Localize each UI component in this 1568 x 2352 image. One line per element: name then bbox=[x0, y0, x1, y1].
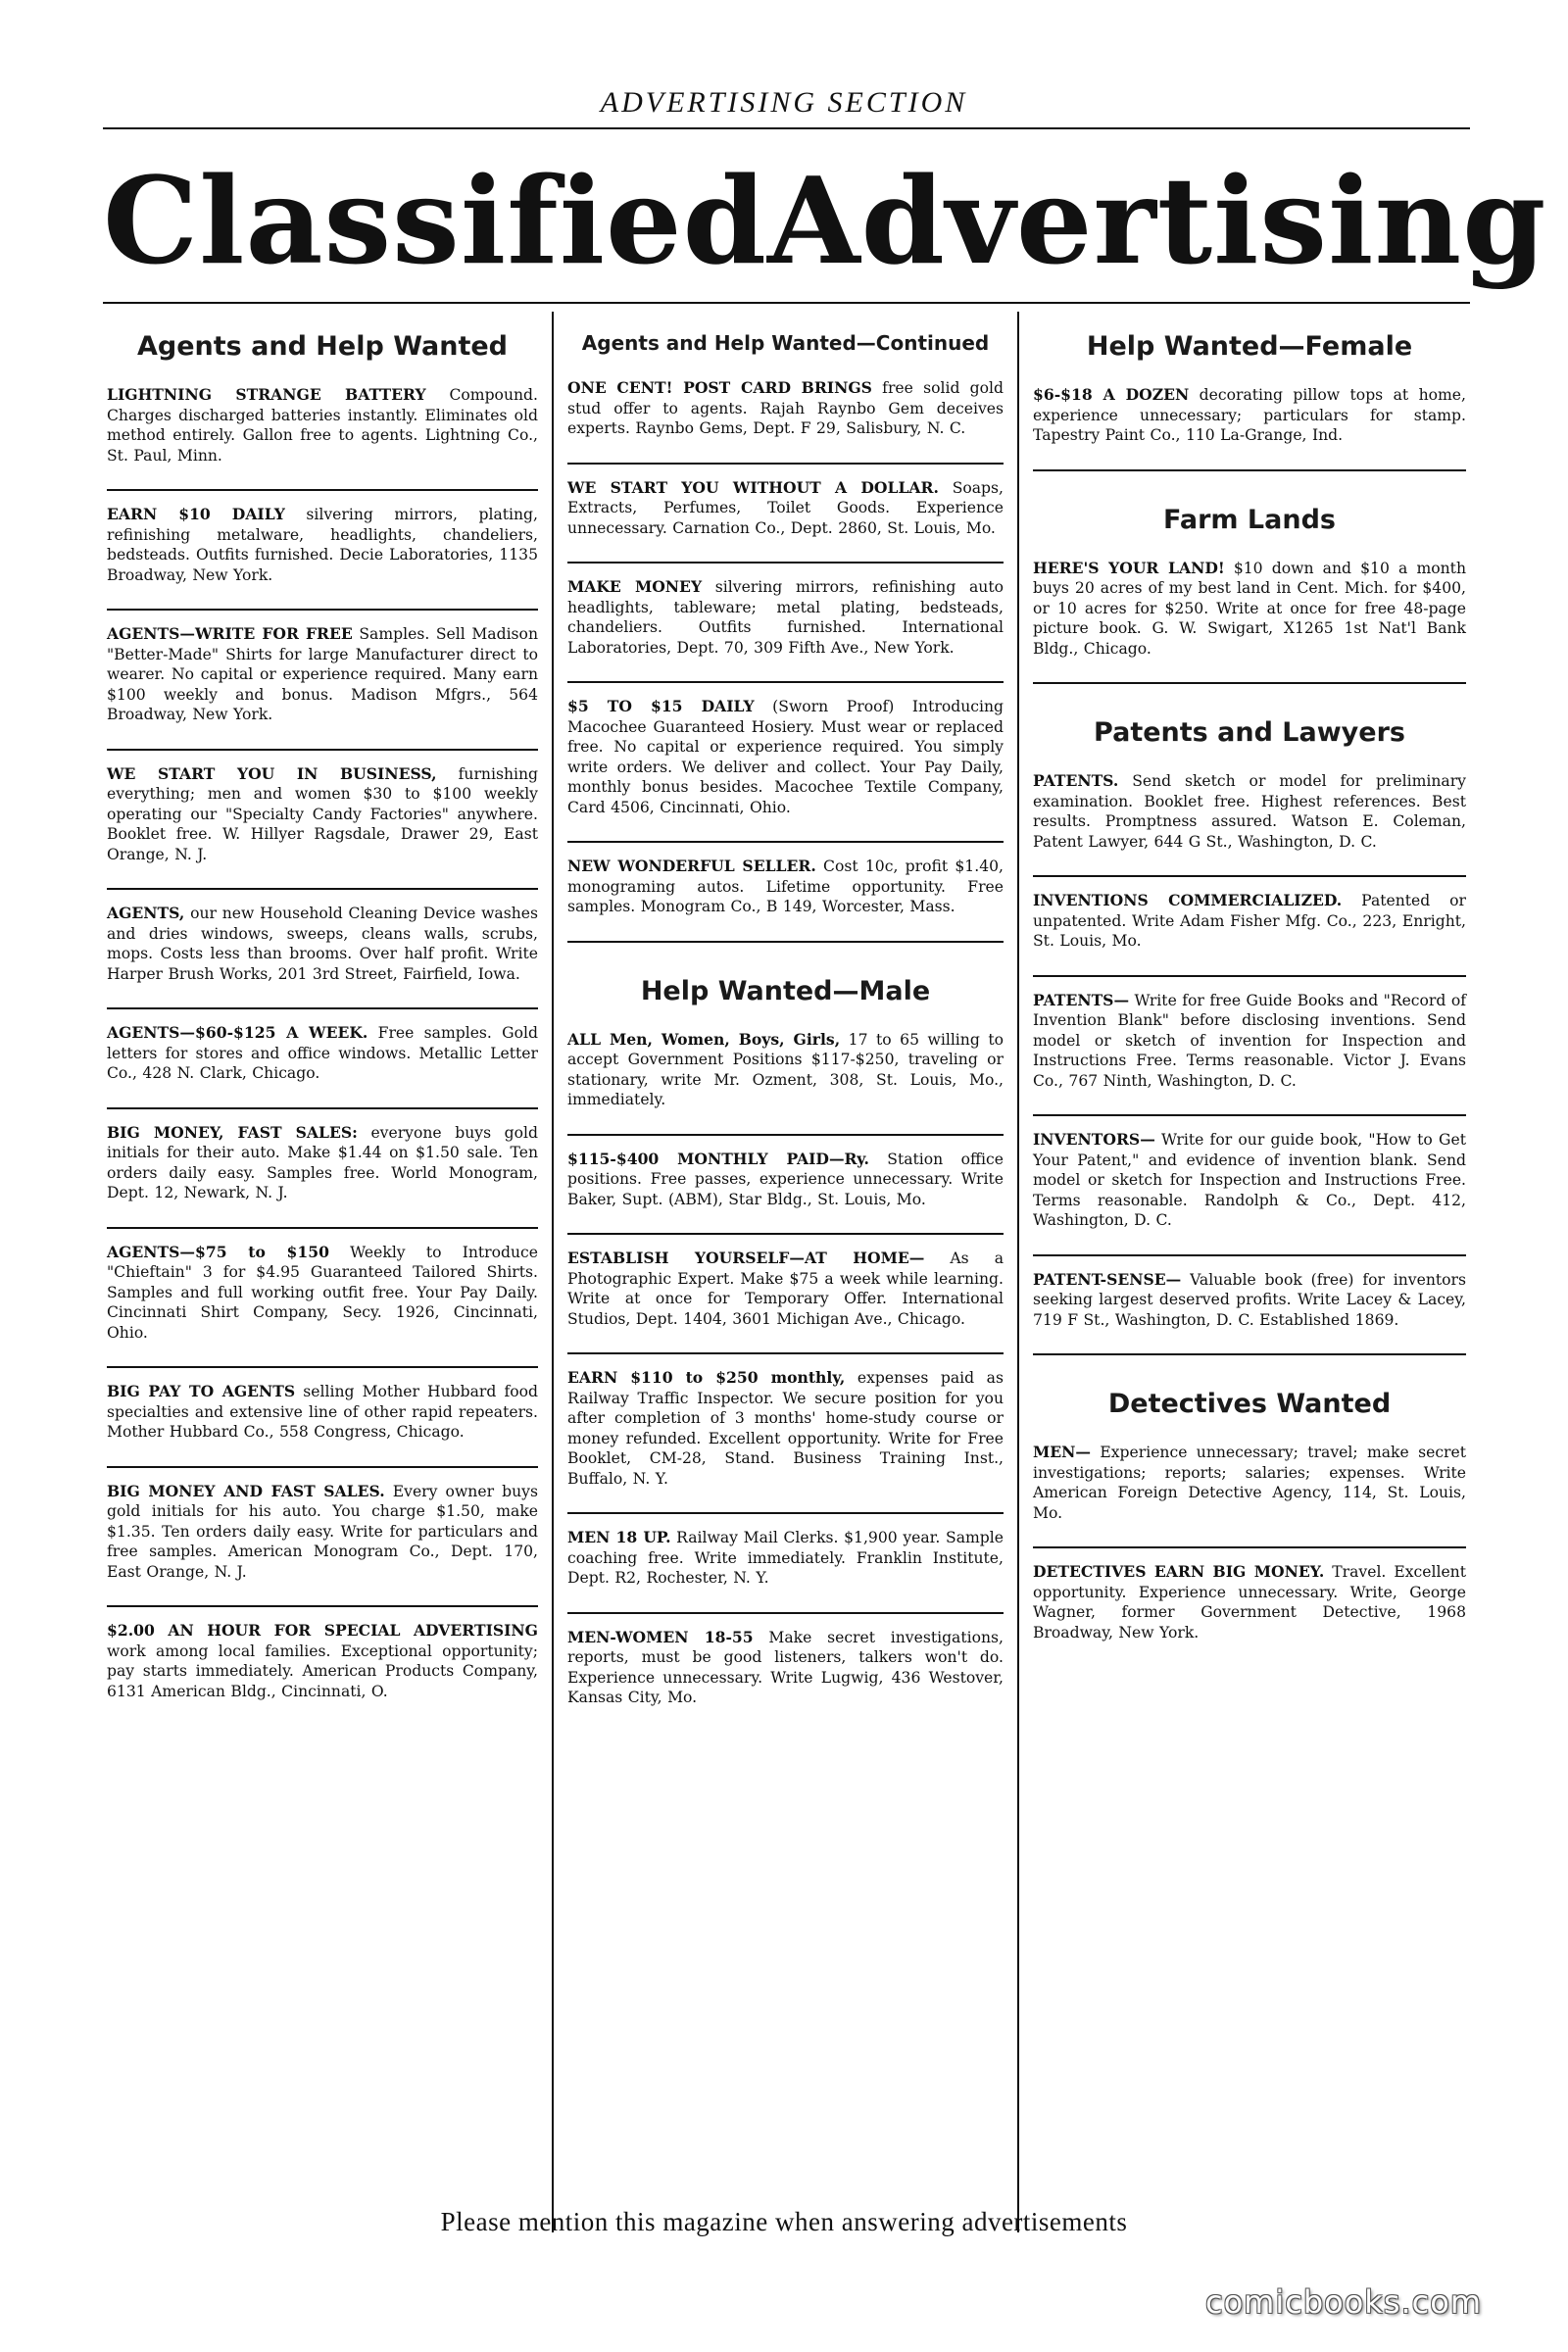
category-heading: Patents and Lawyers bbox=[1094, 717, 1405, 748]
classified-ad bbox=[1033, 1130, 1466, 1256]
ad-columns bbox=[103, 312, 1470, 2232]
ad-body: Travel. Excellent opportunity. Experience unnecessary. Write, George Wagner, former Government Detective, 1968 Broadway, New York. bbox=[1033, 1563, 1466, 1642]
top-rule bbox=[103, 127, 1470, 129]
section-label: ADVERTISING SECTION bbox=[600, 86, 968, 119]
classified-ad bbox=[567, 697, 1004, 843]
ad-body: (Sworn Proof) Introducing Macochee Guaranteed Hosiery. Must wear or replaced free. No capital or experience required. You simply write orders. We deliver and collect. Your Pay Daily, monthly bonus besides. Macochee Textile Company, Card 4506, Cincinnati, Ohio. bbox=[567, 698, 1004, 816]
classified-ad bbox=[1033, 385, 1466, 471]
ad-lead: $115-$400 MONTHLY PAID—Ry. bbox=[567, 1149, 869, 1168]
ad-lead: EARN $10 DAILY bbox=[107, 505, 285, 523]
ad-lead: $5 TO $15 DAILY bbox=[567, 697, 755, 715]
classified-ad bbox=[567, 478, 1004, 564]
ad-lead: EARN $110 to $250 monthly, bbox=[567, 1368, 846, 1387]
footer-note: Please mention this magazine when answering advertisements bbox=[440, 2207, 1128, 2236]
ad-lead: BIG PAY TO AGENTS bbox=[107, 1382, 296, 1400]
ad-lead: AGENTS—$60-$125 A WEEK. bbox=[107, 1023, 368, 1042]
ad-body: our new Household Cleaning Device washes and dries windows, sweeps, cleans walls, scrubs, mops. Costs less than brooms. Over half profit. Write Harper Brush Works, 201 3rd Street, Fairfield, Iowa. bbox=[107, 905, 538, 983]
column-1 bbox=[103, 312, 554, 2232]
classified-ad bbox=[1033, 559, 1466, 685]
ad-body: Write for free Guide Books and "Record of Invention Blank" before disclosing inventions. Send model or sketch of invention for Inspection and Instructions Free. Terms reasonable. Victor J. Evans Co., 767 Ninth, Washington, D. C. bbox=[1033, 991, 1466, 1090]
ad-body: Write for our guide book, "How to Get Your Patent," and evidence of invention blank. Send model or sketch for Inspection and Instructions Free. Terms reasonable. Randolph & Co., Dept. 412, Washington, D. C. bbox=[1033, 1131, 1466, 1229]
title-rule bbox=[103, 302, 1470, 304]
ad-body: everyone buys gold initials for their auto. Make $1.44 on $1.50 sale. Ten orders daily easy. Samples free. World Monogram, Dept. 12, Newark, N. J. bbox=[107, 1123, 538, 1201]
watermark-logo: comicbooks.com bbox=[1205, 2283, 1483, 2321]
ad-body: Make secret investigations, reports, must be good listeners, talkers won't do. Experience unnecessary. Write Lugwig, 436 Westover, Kansas City, Mo. bbox=[567, 1628, 1004, 1706]
ad-lead: MEN-WOMEN 18-55 bbox=[567, 1627, 754, 1646]
ad-lead: INVENTORS— bbox=[1033, 1130, 1155, 1149]
ad-body: Samples. Sell Madison "Better-Made" Shirts for large Manufacturer direct to wearer. No capital or experience required. Many earn $100 weekly and bonus. Madison Mfgrs., 564 Broadway, New York. bbox=[107, 625, 538, 723]
ad-body: expenses paid as Railway Traffic Inspector. We secure position for you after completion of 3 months' home-study course or money refunded. Excellent opportunity. Write for Free Booklet, CM-28, Stand. Business Training Inst., Buffalo, N. Y. bbox=[567, 1369, 1004, 1488]
ad-lead: LIGHTNING STRANGE BATTERY bbox=[107, 385, 426, 404]
classified-ad bbox=[567, 857, 1004, 943]
ad-lead: DETECTIVES EARN BIG MONEY. bbox=[1033, 1562, 1325, 1581]
classified-ad bbox=[1033, 771, 1466, 877]
ad-lead: AGENTS—WRITE FOR FREE bbox=[107, 624, 353, 643]
ad-lead: BIG MONEY AND FAST SALES. bbox=[107, 1481, 385, 1500]
column-3 bbox=[1019, 312, 1470, 2232]
classified-ad bbox=[107, 624, 538, 751]
ad-body: silvering mirrors, refinishing auto headlights, tableware; metal plating, bedsteads, chandeliers. Outfits furnished. International Laboratories, Dept. 70, 309 Fifth Ave., New York. bbox=[567, 578, 1004, 657]
ad-body: free solid gold stud offer to agents. Rajah Raynbo Gem deceives experts. Raynbo Gems, Dept. F 29, Salisbury, N. C. bbox=[567, 379, 1004, 437]
classified-ad bbox=[1033, 991, 1466, 1117]
ad-body: Soaps, Extracts, Perfumes, Toilet Goods. Experience unnecessary. Carnation Co., Dept. 2860, St. Louis, Mo. bbox=[567, 478, 1004, 537]
ad-lead: AGENTS, bbox=[107, 904, 185, 922]
ad-body: Valuable book (free) for inventors seeking largest deserved profits. Write Lacey & Lacey, 719 F St., Washington, D. C. Established 1869. bbox=[1033, 1270, 1467, 1329]
ad-lead: ALL Men, Women, Boys, Girls, bbox=[567, 1029, 841, 1049]
classified-ad bbox=[107, 505, 538, 611]
ad-body: 17 to 65 willing to accept Government Positions $117-$250, traveling or stationary, write Mr. Ozment, 308, St. Louis, Mo., immediately. bbox=[567, 1030, 1004, 1108]
ad-lead: AGENTS—$75 to $150 bbox=[107, 1242, 329, 1261]
ad-lead: MAKE MONEY bbox=[567, 577, 703, 596]
classified-ad bbox=[567, 1628, 1004, 1732]
classified-ad bbox=[1033, 1562, 1466, 1666]
classified-ad bbox=[1033, 1270, 1466, 1356]
ad-body: Station office positions. Free passes, experience unnecessary. Write Baker, Supt. (ABM), Star Bldg., St. Louis, Mo. bbox=[567, 1150, 1004, 1208]
ad-lead: PATENT-SENSE— bbox=[1033, 1269, 1182, 1289]
title-word-1: Classified bbox=[103, 150, 767, 291]
classified-ad bbox=[567, 1528, 1004, 1614]
classified-ad bbox=[107, 904, 538, 1009]
ad-body: selling Mother Hubbard food specialties and extensive line of other rapid repeaters. Mother Hubbard Co., 558 Congress, Chicago. bbox=[107, 1383, 538, 1441]
ad-body: Free samples. Gold letters for stores and office windows. Metallic Letter Co., 428 N. Clark, Chicago. bbox=[107, 1024, 538, 1082]
classified-ad bbox=[107, 1023, 538, 1109]
classified-ad bbox=[107, 764, 538, 891]
ad-lead: MEN 18 UP. bbox=[567, 1528, 671, 1546]
ad-lead: HERE'S YOUR LAND! bbox=[1033, 558, 1225, 577]
ad-body: silvering mirrors, plating, refinishing metalware, headlights, chandeliers, bedsteads. Outfits furnished. Decie Laboratories, 1135 Broadway, New York. bbox=[107, 506, 538, 584]
classified-ad bbox=[567, 1030, 1004, 1136]
classified-ad bbox=[567, 1249, 1004, 1354]
ad-body: $10 down and $10 a month buys 20 acres of my best land in Cent. Mich. for $400, or 10 acres for $250. Write at once for free 48-page picture book. G. W. Swigart, X1265 1st Nat'l Bank Bldg., Chicago. bbox=[1033, 559, 1466, 658]
classified-ad bbox=[107, 1382, 538, 1468]
category-heading: Farm Lands bbox=[1163, 504, 1336, 535]
ad-body: As a Photographic Expert. Make $75 a week while learning. Write at once for Temporary Offer. International Studios, Dept. 1404, 3601 Michigan Ave., Chicago. bbox=[567, 1250, 1004, 1328]
classified-ad bbox=[107, 1123, 538, 1229]
classified-ad bbox=[1033, 891, 1466, 977]
title-word-2: Advertising bbox=[766, 150, 1547, 291]
category-heading: Detectives Wanted bbox=[1107, 1389, 1392, 1419]
classified-ad bbox=[567, 1368, 1004, 1514]
ad-lead: $2.00 AN HOUR FOR SPECIAL ADVERTISING bbox=[107, 1621, 538, 1640]
category-heading: Help Wanted—Female bbox=[1086, 331, 1413, 362]
classified-ad bbox=[1033, 1443, 1466, 1548]
ad-lead: INVENTIONS COMMERCIALIZED. bbox=[1033, 891, 1343, 909]
classified-ad bbox=[107, 1621, 538, 1725]
page-title bbox=[103, 147, 1547, 294]
category-heading: Agents and Help Wanted bbox=[137, 331, 508, 362]
ad-lead: $6-$18 A DOZEN bbox=[1033, 385, 1190, 404]
ad-lead: PATENTS— bbox=[1033, 990, 1130, 1009]
classified-ad bbox=[107, 1482, 538, 1608]
category-heading: Help Wanted—Male bbox=[640, 975, 931, 1006]
ad-lead: MEN— bbox=[1033, 1443, 1091, 1461]
ad-lead: NEW WONDERFUL SELLER. bbox=[567, 857, 816, 875]
ad-lead: BIG MONEY, FAST SALES: bbox=[107, 1122, 358, 1142]
classified-ad bbox=[107, 1243, 538, 1369]
classified-ad bbox=[107, 385, 538, 491]
ad-lead: WE START YOU IN BUSINESS, bbox=[107, 763, 437, 783]
column-2 bbox=[554, 312, 1019, 2232]
classified-ad bbox=[567, 577, 1004, 683]
ad-lead: ONE CENT! POST CARD BRINGS bbox=[567, 378, 872, 397]
ad-body: Cost 10c, profit $1.40, monograming autos. Lifetime opportunity. Free samples. Monogram Co., B 149, Worcester, Mass. bbox=[567, 858, 1004, 915]
ad-lead: ESTABLISH YOURSELF—AT HOME— bbox=[567, 1249, 925, 1267]
ad-body: furnishing everything; men and women $30 to $100 weekly operating our "Specialty Candy Factories" anywhere. Booklet free. W. Hillyer Ragsdale, Drawer 29, East Orange, N. J. bbox=[107, 764, 538, 863]
ad-body: Send sketch or model for preliminary examination. Booklet free. Highest references. Best results. Promptness assured. Watson E. Coleman, Patent Lawyer, 644 G St., Washington, D. C. bbox=[1033, 772, 1466, 851]
ad-body: Patented or unpatented. Write Adam Fisher Mfg. Co., 223, Enright, St. Louis, Mo. bbox=[1033, 892, 1466, 950]
ad-body: work among local families. Exceptional opportunity; pay starts immediately. American Products Company, 6131 American Bldg., Cincinnati, O. bbox=[107, 1642, 538, 1700]
ad-lead: PATENTS. bbox=[1033, 771, 1119, 790]
ad-lead: WE START YOU WITHOUT A DOLLAR. bbox=[567, 477, 939, 497]
ad-body: Compound. Charges discharged batteries instantly. Eliminates old method entirely. Gallon free to agents. Lightning Co., St. Paul, Minn. bbox=[107, 386, 538, 465]
ad-body: Every owner buys gold initials for his auto. You charge $1.50, make $1.35. Ten orders daily easy. Write for particulars and free samples. American Monogram Co., Dept. 170, East Orange, N. J. bbox=[107, 1482, 538, 1581]
category-heading: Agents and Help Wanted—Continued bbox=[581, 331, 990, 355]
classified-ad bbox=[567, 1150, 1004, 1236]
classified-ad bbox=[567, 378, 1004, 465]
ad-body: Experience unnecessary; travel; make secret investigations; reports; salaries; expenses. Write American Foreign Detective Agency, 114, St. Louis, Mo. bbox=[1033, 1444, 1466, 1522]
ad-body: Weekly to Introduce "Chieftain" 3 for $4.95 Guaranteed Tailored Shirts. Samples and full working outfit free. Your Pay Daily. Cincinnati Shirt Company, Secy. 1926, Cincinnati, Ohio. bbox=[107, 1243, 538, 1342]
ad-body: decorating pillow tops at home, experience unnecessary; particulars for stamp. Tapestry Paint Co., 110 La-Grange, Ind. bbox=[1033, 386, 1466, 444]
ad-body: Railway Mail Clerks. $1,900 year. Sample coaching free. Write immediately. Franklin Institute, Dept. R2, Rochester, N. Y. bbox=[567, 1529, 1004, 1587]
